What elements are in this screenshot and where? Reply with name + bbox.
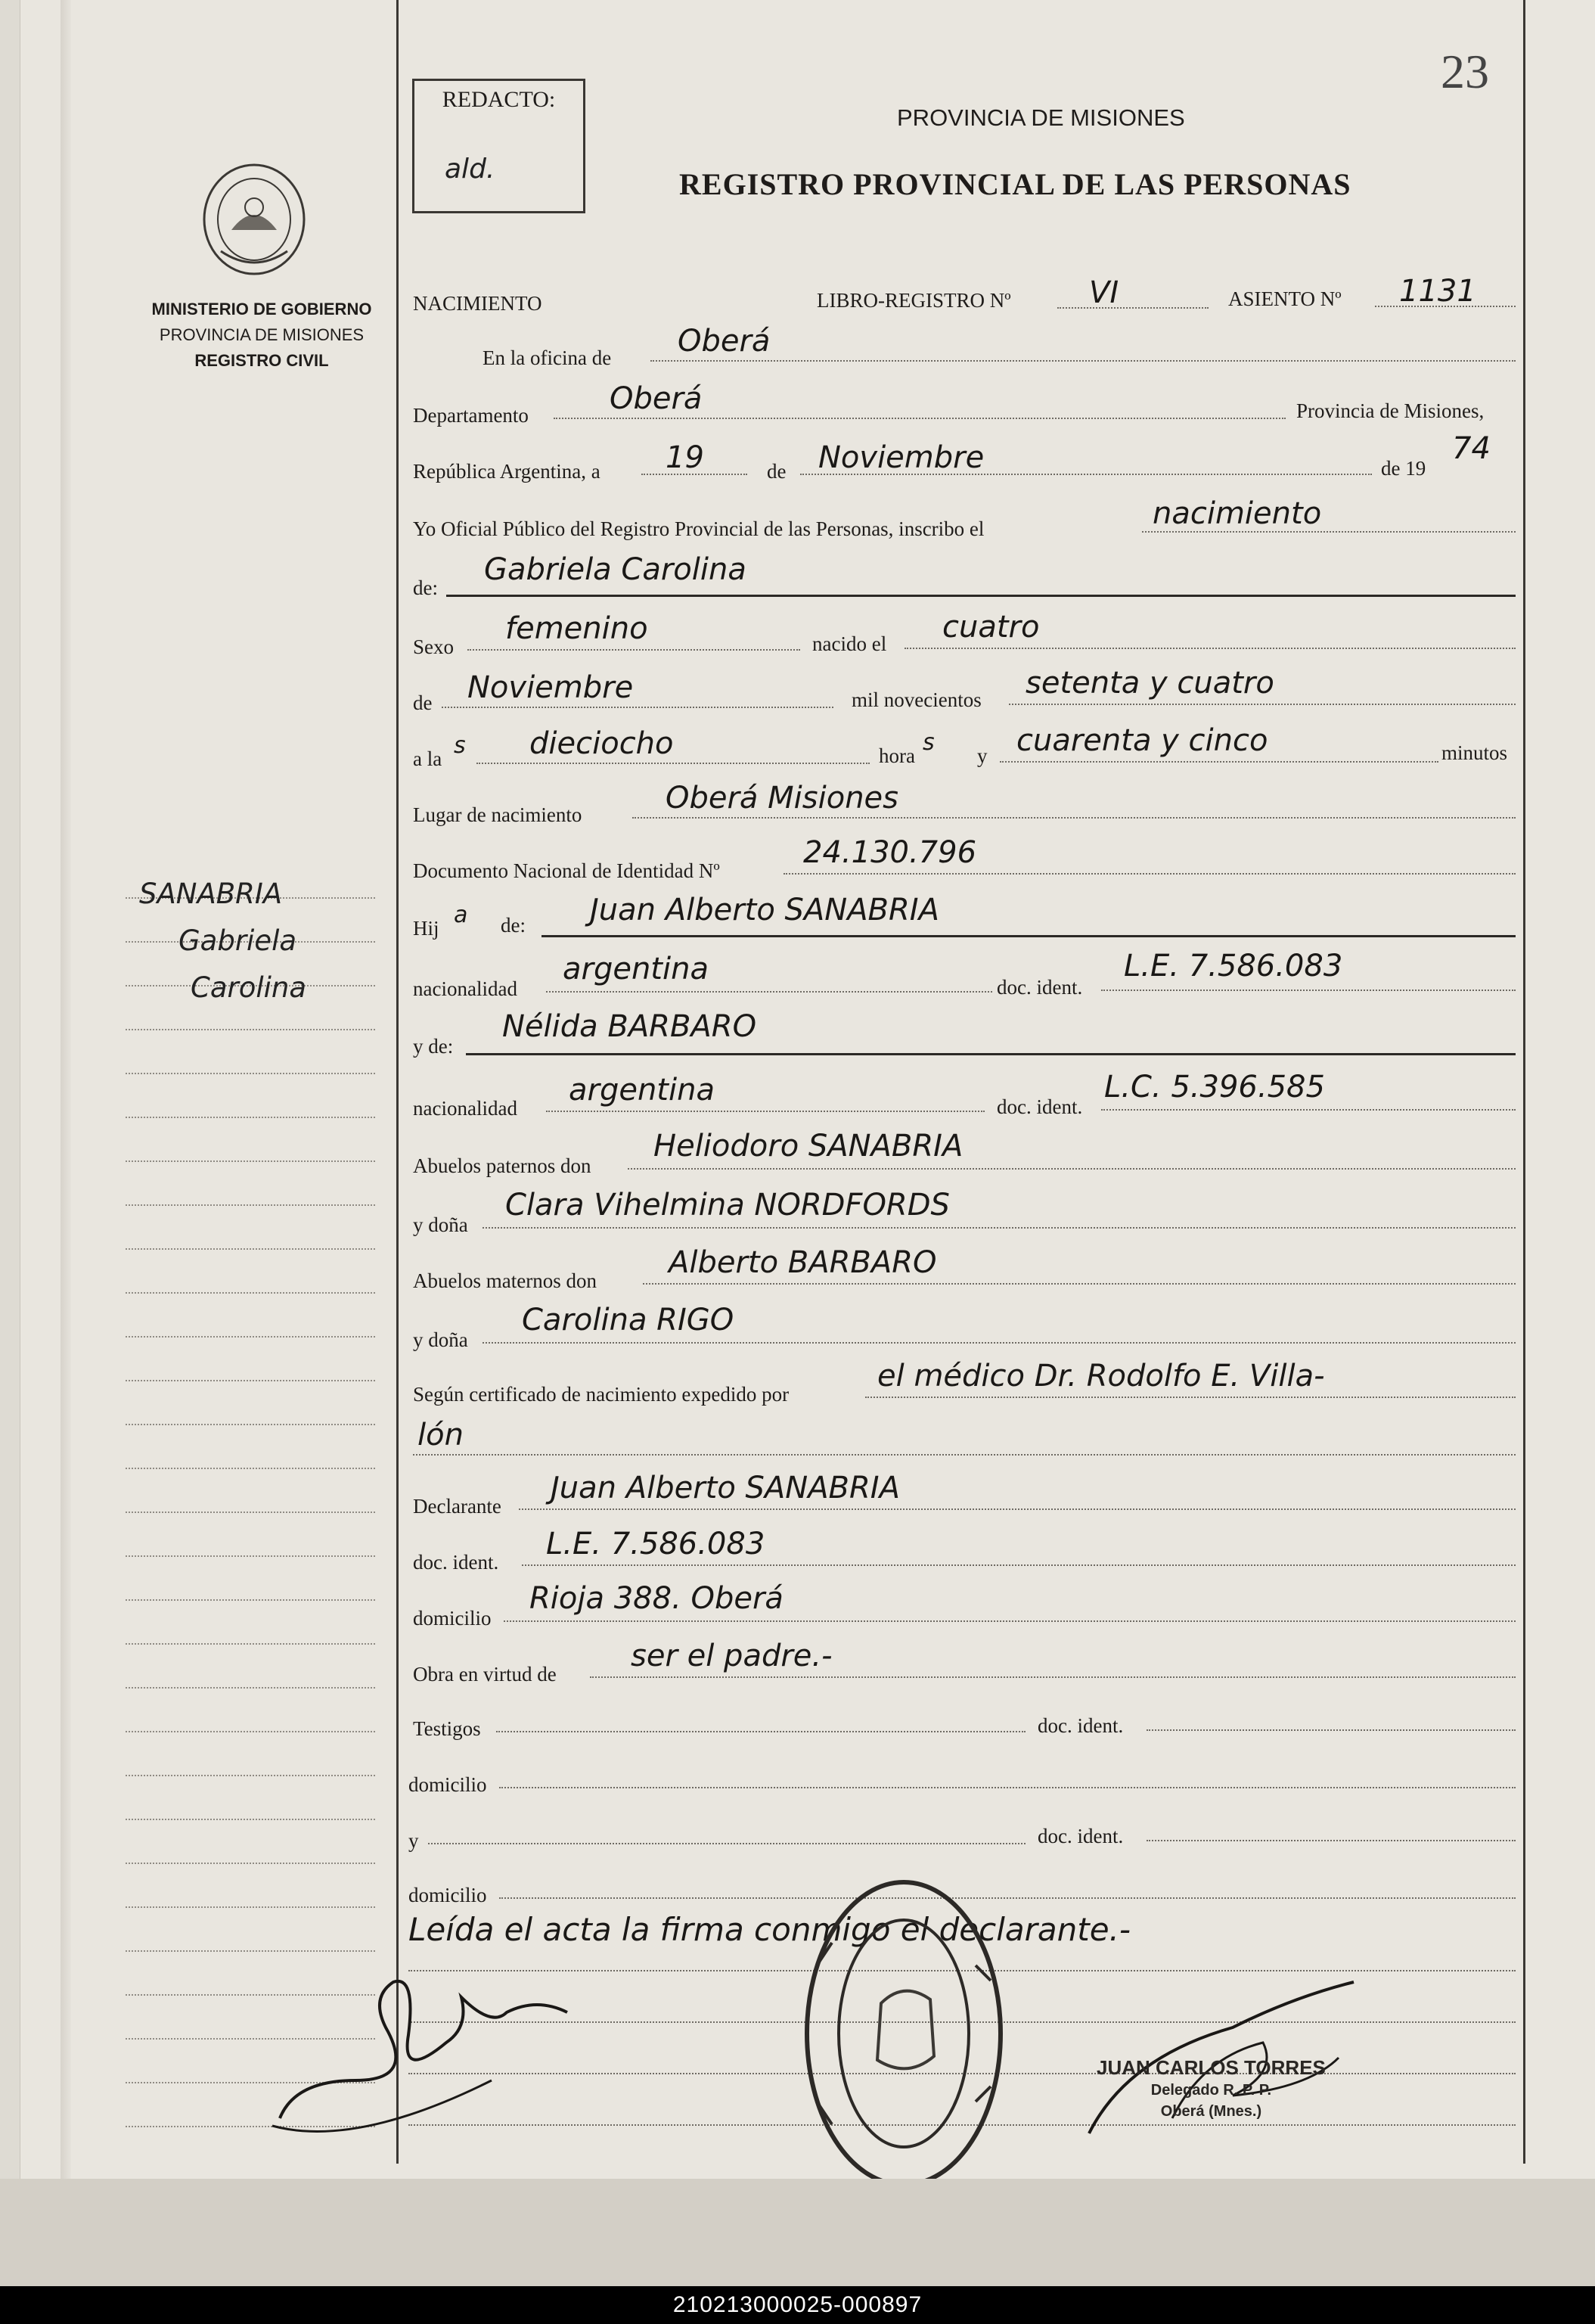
margin-ruled-line xyxy=(126,1863,375,1864)
nacionalidad-mother-label: nacionalidad xyxy=(413,1097,517,1120)
abuelos-maternos-label: Abuelos maternos don xyxy=(413,1269,597,1292)
margin-ruled-line xyxy=(126,1160,375,1162)
obra-label: Obra en virtud de xyxy=(413,1663,557,1686)
province-heading: PROVINCIA DE MISIONES xyxy=(897,104,1185,131)
nacido-label: nacido el xyxy=(812,632,887,655)
dni-value: 24.130.796 xyxy=(803,835,977,870)
dotted-line xyxy=(476,763,870,764)
margin-ruled-line xyxy=(126,1248,375,1250)
domicilio-label: domicilio xyxy=(413,1607,492,1630)
margin-ruled-line xyxy=(126,1906,375,1908)
nacido-value: cuatro xyxy=(942,610,1040,645)
ala-suffix: s xyxy=(454,732,466,759)
minutos-label: minutos xyxy=(1441,741,1508,764)
book-spine xyxy=(61,0,71,2194)
testigo-y-label: y xyxy=(408,1829,419,1852)
page-bottom-edge xyxy=(0,2179,1595,2286)
dotted-line xyxy=(590,1676,1516,1678)
oficial-value: nacimiento xyxy=(1153,496,1322,531)
libro-value: VI xyxy=(1089,275,1119,310)
obra-value: ser el padre.- xyxy=(631,1639,833,1673)
page-number: 23 xyxy=(1441,45,1489,98)
mother-doc-value: L.C. 5.396.585 xyxy=(1104,1070,1325,1105)
mil-label: mil novecientos xyxy=(852,688,982,711)
dotted-line xyxy=(522,1564,1516,1566)
dotted-line xyxy=(1101,990,1516,991)
dotted-line xyxy=(1147,1729,1516,1731)
dotted-line xyxy=(442,707,833,708)
oficina-value: Oberá xyxy=(678,324,771,359)
margin-given-name-2: Carolina xyxy=(191,971,307,1004)
certificado-value: el médico Dr. Rodolfo E. Villa- xyxy=(877,1359,1325,1393)
republica-label: República Argentina, a xyxy=(413,460,600,483)
solid-line xyxy=(541,935,1516,937)
solid-line xyxy=(466,1053,1516,1055)
dotted-line xyxy=(467,649,800,651)
dotted-line xyxy=(628,1168,1516,1170)
margin-given-name-1: Gabriela xyxy=(178,924,297,957)
margin-ruled-line xyxy=(126,1029,375,1030)
redacto-initials: ald. xyxy=(445,154,495,185)
de-label: de xyxy=(767,460,787,483)
dotted-line xyxy=(496,1731,1026,1732)
father-doc-value: L.E. 7.586.083 xyxy=(1124,949,1343,983)
doc-ident-label: doc. ident. xyxy=(997,976,1083,999)
record-type-label: NACIMIENTO xyxy=(413,292,542,315)
asiento-label: ASIENTO Nº xyxy=(1228,287,1342,310)
asiento-value: 1131 xyxy=(1399,274,1476,309)
dotted-line xyxy=(519,1508,1516,1510)
hora-suffix: s xyxy=(923,729,935,756)
nacionalidad-label: nacionalidad xyxy=(413,977,517,1000)
ministry-province-line: PROVINCIA DE MISIONES xyxy=(159,325,365,344)
ministry-block xyxy=(126,297,398,374)
redacto-box xyxy=(412,79,585,213)
lugar-label: Lugar de nacimiento xyxy=(413,803,582,826)
doc-declarante-label: doc. ident. xyxy=(413,1551,499,1574)
margin-ruled-line xyxy=(126,1687,375,1689)
testigos-label: Testigos xyxy=(413,1717,481,1740)
margin-ruled-line xyxy=(126,1292,375,1294)
dotted-line xyxy=(784,873,1516,875)
margin-ruled-line xyxy=(126,1731,375,1732)
dotted-line xyxy=(1000,761,1438,763)
y-dona-materna-label: y doña xyxy=(413,1328,468,1351)
hij-de-label: de: xyxy=(501,914,526,937)
margin-ruled-line xyxy=(126,1555,375,1557)
sexo-label: Sexo xyxy=(413,635,454,658)
hour-value: dieciocho xyxy=(529,726,674,761)
dotted-line xyxy=(632,817,1516,819)
hij-suffix: a xyxy=(454,902,468,928)
testigo2-domicilio-label: domicilio xyxy=(408,1884,487,1906)
ministry-line: MINISTERIO DE GOBIERNO xyxy=(151,300,372,318)
nacionalidad-value: argentina xyxy=(563,952,709,986)
ala-label: a la xyxy=(413,747,442,770)
margin-ruled-line xyxy=(126,1117,375,1118)
declarant-signature-icon xyxy=(265,1967,590,2148)
abuela-paterna-value: Clara Vihelmina NORDFORDS xyxy=(505,1188,950,1223)
departamento-label: Departamento xyxy=(413,404,529,427)
abuelos-paternos-label: Abuelos paternos don xyxy=(413,1154,591,1177)
coat-of-arms-seal-icon xyxy=(198,160,310,281)
nacionalidad-mother-value: argentina xyxy=(569,1073,715,1108)
doc-ident-mother-label: doc. ident. xyxy=(997,1095,1083,1118)
testigo-domicilio-label: domicilio xyxy=(408,1773,487,1796)
oficina-label: En la oficina de xyxy=(483,346,612,369)
margin-surname: SANABRIA xyxy=(139,878,283,910)
margin-ruled-line xyxy=(126,1336,375,1338)
de-name-label: de: xyxy=(413,576,438,599)
signatory-title: Delegado R. P. P. xyxy=(1150,2082,1272,2099)
dotted-line xyxy=(428,1843,1026,1844)
right-rule-line xyxy=(1523,0,1525,2164)
abuelo-materno-value: Alberto BARBARO xyxy=(669,1245,937,1280)
y-dona-label: y doña xyxy=(413,1213,468,1236)
y-de-label: y de: xyxy=(413,1035,454,1058)
solid-line xyxy=(446,595,1516,597)
sexo-value: femenino xyxy=(505,611,648,646)
closing-statement: Leída el acta la firma conmigo el declarante.- xyxy=(408,1911,1131,1948)
libro-label: LIBRO-REGISTRO Nº xyxy=(817,289,1011,312)
dotted-line xyxy=(483,1227,1516,1229)
dotted-line xyxy=(504,1620,1516,1622)
y-label: y xyxy=(977,744,988,767)
minutes-value: cuarenta y cinco xyxy=(1016,723,1268,758)
margin-ruled-line xyxy=(126,1950,375,1952)
margin-ruled-line xyxy=(126,1819,375,1820)
official-stamp-icon xyxy=(802,1875,1006,2192)
father-value: Juan Alberto SANABRIA xyxy=(590,893,939,927)
declarante-label: Declarante xyxy=(413,1495,501,1518)
signatory-name: JUAN CARLOS TORRES xyxy=(1097,2056,1326,2079)
signatory-block xyxy=(1097,2056,1326,2122)
domicilio-value: Rioja 388. Oberá xyxy=(529,1581,784,1616)
birth-month-value: Noviembre xyxy=(467,670,634,705)
declarante-value: Juan Alberto SANABRIA xyxy=(551,1471,900,1505)
hora-label: hora xyxy=(879,744,915,767)
dotted-line xyxy=(1057,307,1209,309)
departamento-value: Oberá xyxy=(610,381,703,416)
dotted-line xyxy=(554,418,1286,419)
footer-code-bar xyxy=(0,2286,1595,2324)
hij-label: Hij xyxy=(413,917,439,940)
mil-value: setenta y cuatro xyxy=(1026,666,1274,701)
image-code: 210213000025-000897 xyxy=(672,2292,923,2317)
year-suffix: 74 xyxy=(1452,431,1491,466)
margin-ruled-line xyxy=(126,1380,375,1381)
abuelo-paterno-value: Heliodoro SANABRIA xyxy=(653,1129,964,1164)
redacto-label: REDACTO: xyxy=(442,87,556,112)
de-month-label: de xyxy=(413,691,433,714)
testigo2-doc-label: doc. ident. xyxy=(1038,1825,1124,1847)
dotted-line xyxy=(413,1454,1516,1456)
page-edge xyxy=(0,0,20,2194)
lugar-value: Oberá Misiones xyxy=(666,781,899,816)
margin-ruled-line xyxy=(126,1424,375,1425)
dotted-line xyxy=(905,648,1516,649)
margin-ruled-line xyxy=(126,1204,375,1206)
margin-ruled-line xyxy=(126,1468,375,1469)
doc-declarante-value: L.E. 7.586.083 xyxy=(546,1527,765,1561)
dotted-line xyxy=(1142,531,1516,533)
margin-ruled-line xyxy=(126,1599,375,1601)
child-name-value: Gabriela Carolina xyxy=(484,552,746,587)
dotted-line xyxy=(643,1283,1516,1285)
year-prefix: de 19 xyxy=(1381,457,1426,480)
dotted-line xyxy=(546,991,992,993)
testigo-doc-label: doc. ident. xyxy=(1038,1714,1124,1737)
abuela-materna-value: Carolina RIGO xyxy=(522,1303,734,1338)
dotted-line xyxy=(1101,1109,1516,1111)
certificado-value-cont: lón xyxy=(417,1418,464,1452)
dni-label: Documento Nacional de Identidad Nº xyxy=(413,859,720,882)
margin-ruled-line xyxy=(126,1775,375,1776)
dotted-line xyxy=(650,360,1516,362)
dotted-line xyxy=(499,1787,1516,1788)
dotted-line xyxy=(1009,704,1516,705)
provincia-label: Provincia de Misiones, xyxy=(1296,399,1485,422)
month-value: Noviembre xyxy=(818,440,985,475)
margin-ruled-line xyxy=(126,1073,375,1074)
certificado-label: Según certificado de nacimiento expedido por xyxy=(413,1383,790,1406)
ministry-registry-line: REGISTRO CIVIL xyxy=(194,351,329,370)
margin-ruled-line xyxy=(126,1643,375,1645)
mother-value: Nélida BARBARO xyxy=(502,1009,757,1044)
oficial-label: Yo Oficial Público del Registro Provincial de las Personas, inscribo el xyxy=(413,517,985,540)
dotted-line xyxy=(546,1111,985,1112)
day-value: 19 xyxy=(666,440,704,475)
dotted-line xyxy=(865,1397,1516,1398)
dotted-line xyxy=(483,1342,1516,1344)
signatory-place: Oberá (Mnes.) xyxy=(1160,2103,1262,2120)
dotted-line xyxy=(1147,1840,1516,1841)
dotted-line xyxy=(499,1897,1516,1899)
registry-title: REGISTRO PROVINCIAL DE LAS PERSONAS xyxy=(679,167,1351,201)
margin-ruled-line xyxy=(126,1512,375,1513)
